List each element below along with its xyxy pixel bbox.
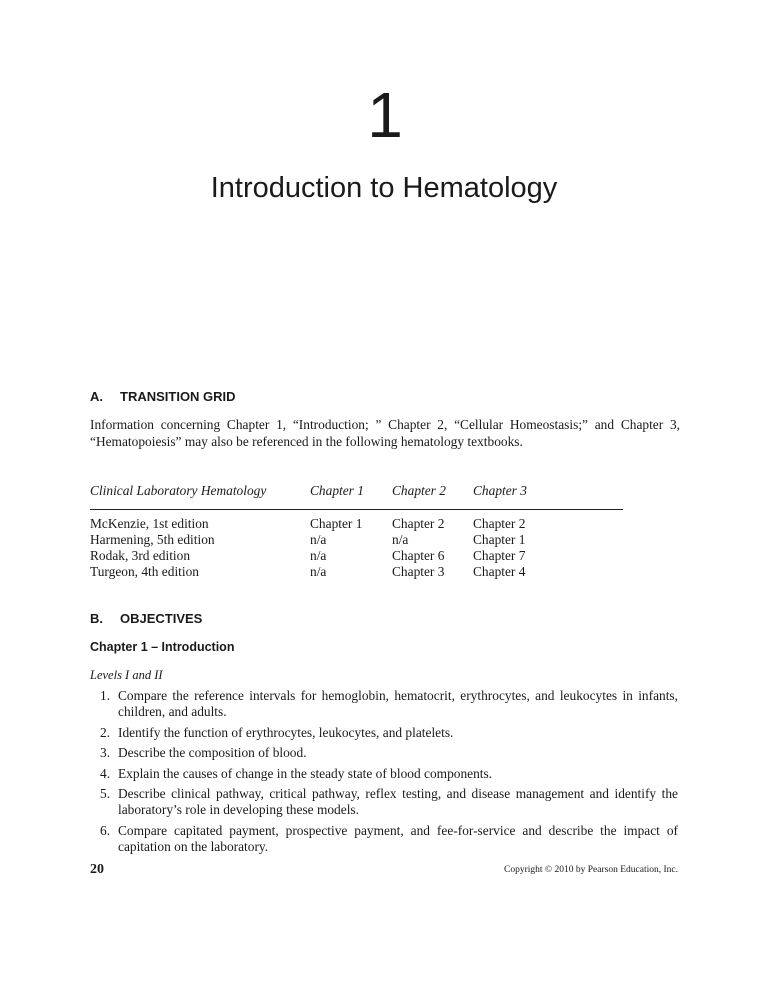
table-cell: Turgeon, 4th edition: [90, 564, 199, 579]
table-row: [90, 510, 623, 533]
transition-grid-table: [90, 483, 623, 580]
table-cell: n/a: [310, 548, 327, 563]
objective-text: Explain the causes of change in the steady state of blood components.: [118, 765, 493, 781]
table-cell: Chapter 4: [473, 564, 526, 579]
section-a-heading: [90, 389, 236, 404]
section-letter: B.: [90, 611, 103, 626]
table-header: Clinical Laboratory Hematology: [90, 483, 310, 510]
table-cell: Chapter 1: [473, 532, 526, 547]
objective-text: Describe the composition of blood.: [118, 745, 307, 760]
section-title: OBJECTIVES: [120, 611, 203, 626]
table-header: Chapter 1: [310, 483, 392, 510]
page-number: 20: [90, 862, 104, 877]
section-title: TRANSITION GRID: [120, 389, 236, 404]
table-cell: McKenzie, 1st edition: [90, 516, 209, 531]
table-cell: Chapter 3: [392, 564, 445, 579]
table-cell: n/a: [310, 564, 327, 579]
objective-text: Compare the reference intervals for hemoglobin, hematocrit, erythrocytes, and leukocytes in infants, children, and adults.: [118, 688, 678, 719]
objectives-list: [90, 688, 678, 859]
objective-number: 1.: [100, 688, 111, 703]
table-row: [90, 564, 623, 580]
objective-item: [90, 786, 678, 818]
table-cell: n/a: [310, 532, 327, 547]
table-cell: Harmening, 5th edition: [90, 532, 215, 547]
objective-number: 4.: [100, 765, 111, 781]
table-row: [90, 548, 623, 564]
table-row: [90, 532, 623, 548]
table-cell: Chapter 2: [392, 516, 445, 531]
table-header: Chapter 2: [392, 483, 473, 510]
table-cell: Chapter 1: [310, 516, 363, 531]
table-cell: Rodak, 3rd edition: [90, 548, 191, 563]
copyright: Copyright © 2010 by Pearson Education, Inc.: [504, 865, 678, 875]
table-cell: Chapter 7: [473, 548, 526, 563]
table-cell: n/a: [392, 532, 409, 547]
objective-text: Describe clinical pathway, critical pathway, reflex testing, and disease management and identify the laboratory’s role in developing these models.: [118, 786, 678, 817]
objectives-subheading: Chapter 1 – Introduction: [90, 640, 235, 654]
transition-paragraph: Information concerning Chapter 1, “Introduction; ” Chapter 2, “Cellular Homeostasis;” and Chapter 3, “Hematopoiesis” may also be referenced in the following hematology textbooks.: [90, 417, 680, 449]
chapter-number: [0, 78, 768, 152]
objective-item: [90, 766, 678, 782]
objective-number: 5.: [100, 786, 111, 801]
levels-label: Levels I and II: [90, 668, 163, 682]
section-letter: A.: [90, 389, 103, 404]
table-header: Chapter 3: [473, 483, 623, 510]
objective-number: 6.: [100, 822, 111, 838]
objective-number: 3.: [100, 745, 111, 760]
objective-text: Identify the function of erythrocytes, leukocytes, and platelets.: [118, 724, 454, 740]
objective-number: 2.: [100, 724, 111, 740]
objective-item: [90, 745, 678, 761]
chapter-number-text: 1: [367, 79, 403, 151]
objective-item: [90, 823, 678, 855]
objective-item: [90, 725, 678, 741]
objective-text: Compare capitated payment, prospective payment, and fee-for-service and describe the impact of capitation on the laboratory.: [118, 822, 678, 854]
table-cell: Chapter 2: [473, 516, 526, 531]
chapter-title: Introduction to Hematology: [210, 172, 558, 204]
table-cell: Chapter 6: [392, 548, 445, 563]
table-header-row: [90, 483, 623, 510]
section-b-heading: [90, 611, 202, 626]
objective-item: [90, 688, 678, 720]
